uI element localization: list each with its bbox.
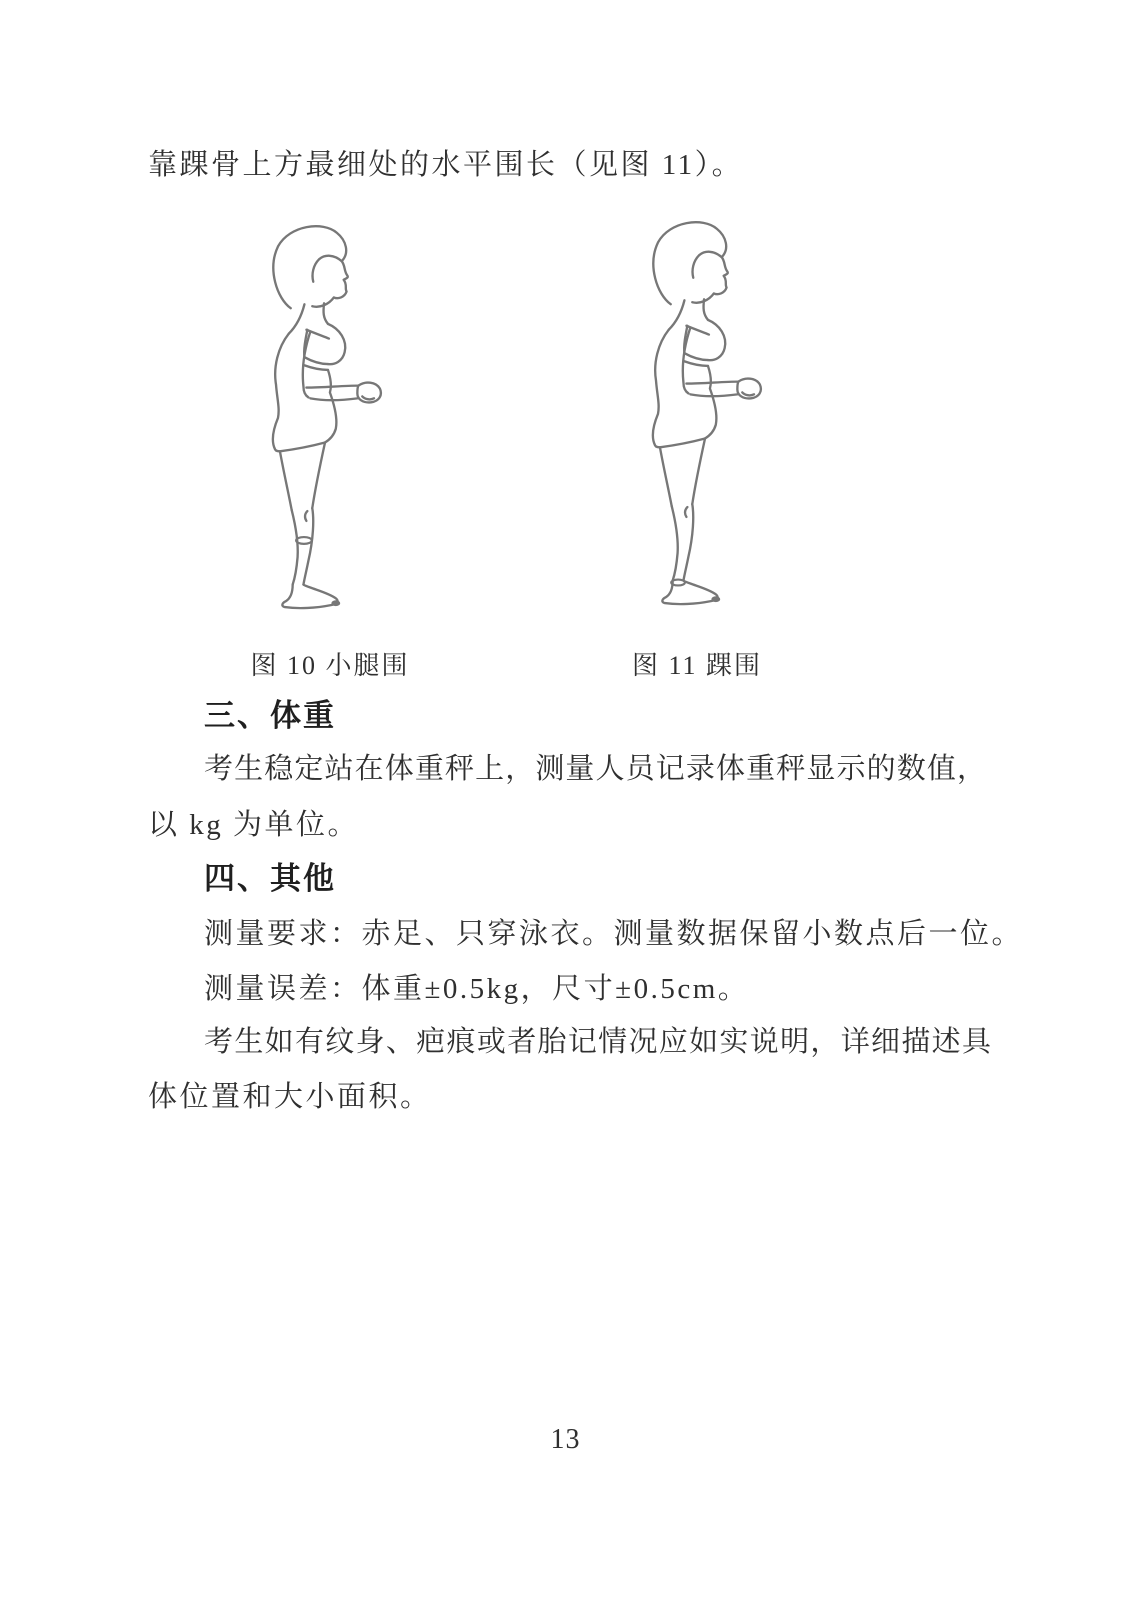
figure-10-illustration <box>247 220 405 612</box>
other-tolerance-line: 测量误差：体重±0.5kg，尺寸±0.5cm。 <box>204 973 750 1005</box>
weight-paragraph-line-2: 以 kg 为单位。 <box>148 809 360 841</box>
other-tattoo-line-1: 考生如有纹身、疤痕或者胎记情况应如实说明，详细描述具 <box>204 1026 991 1058</box>
page-number: 13 <box>550 1424 581 1455</box>
section-heading-other: 四、其他 <box>204 861 336 896</box>
other-requirements-line: 测量要求：赤足、只穿泳衣。测量数据保留小数点后一位。 <box>204 918 1024 950</box>
figure-11-caption: 图 11 踝围 <box>631 651 763 680</box>
section-heading-weight: 三、体重 <box>204 698 336 733</box>
figure-10-caption: 图 10 小腿围 <box>250 651 410 680</box>
figure-11-illustration <box>627 216 785 608</box>
other-tattoo-line-2: 体位置和大小面积。 <box>148 1081 432 1113</box>
calf-measurement-band <box>296 537 312 544</box>
intro-paragraph-line: 靠踝骨上方最细处的水平围长（见图 11）。 <box>148 149 744 181</box>
weight-paragraph-line-1: 考生稳定站在体重秤上，测量人员记录体重秤显示的数值， <box>204 753 986 785</box>
